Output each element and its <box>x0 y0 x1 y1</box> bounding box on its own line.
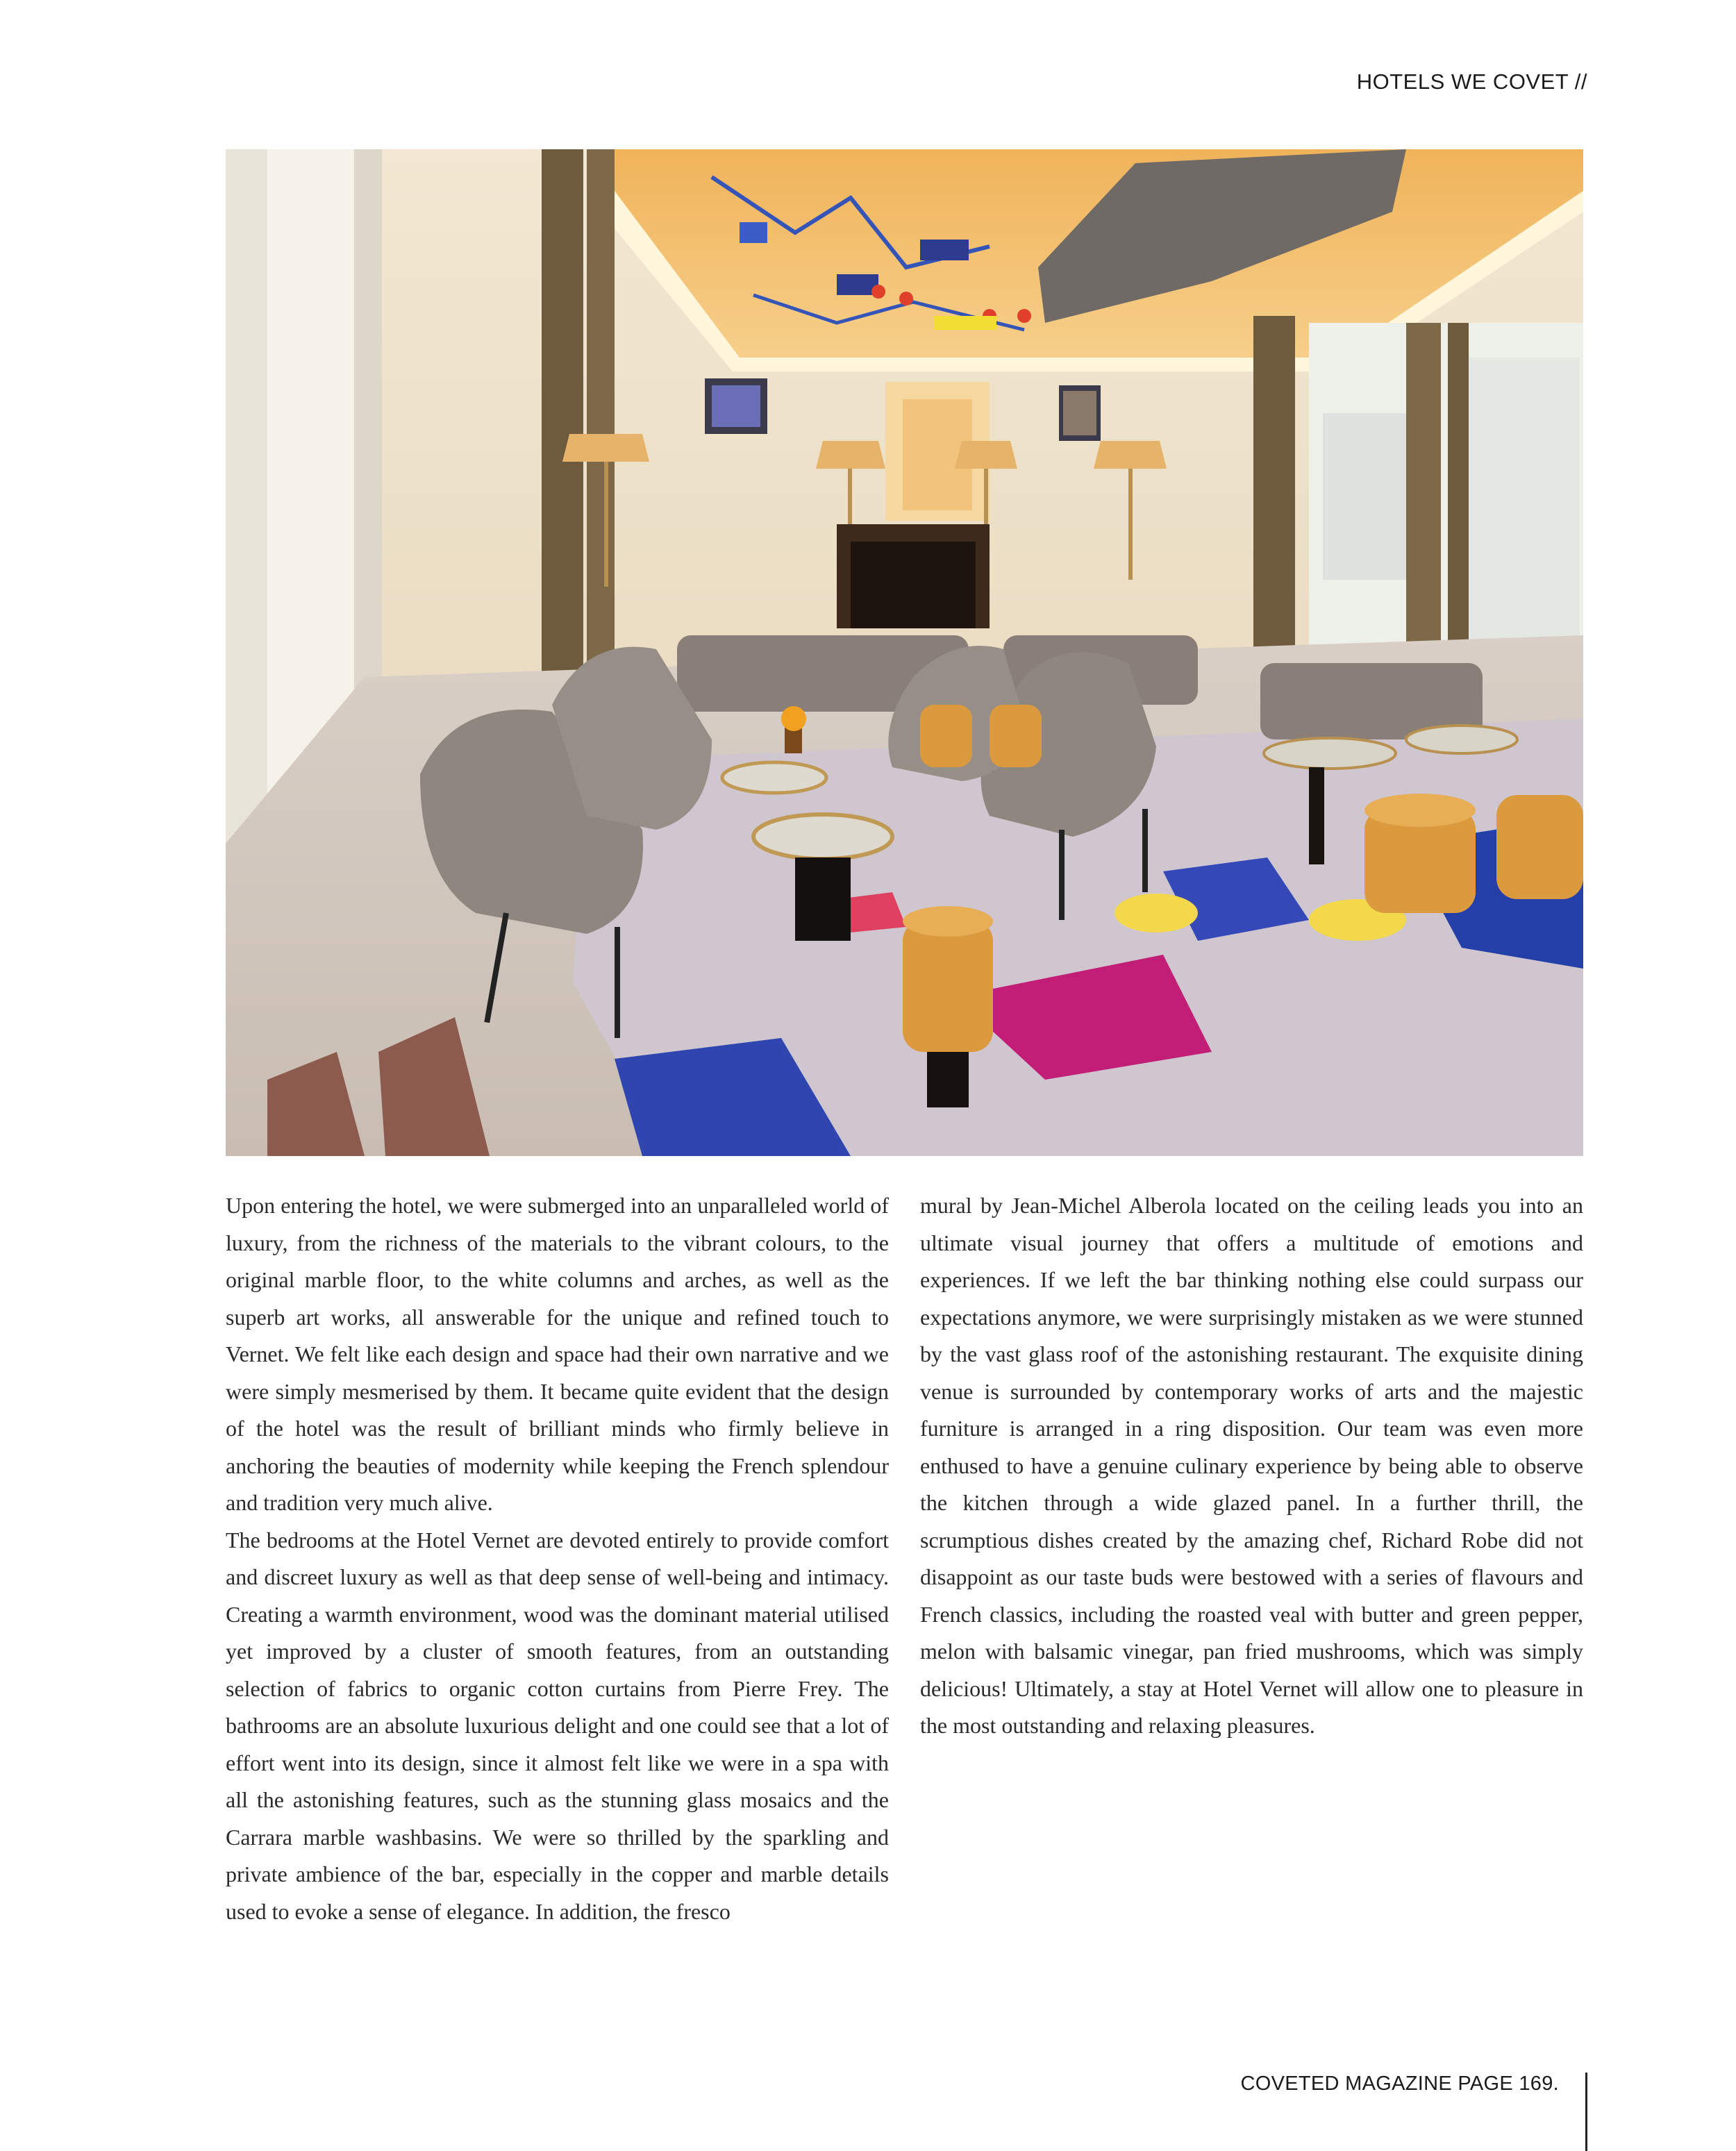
article-paragraph: The bedrooms at the Hotel Vernet are devoted entirely to provide comfort and discreet luxury as well as that deep sense of well-being and intimacy. Creating a warmth environment, wood was the dominant material utilised yet improved by a cluster of smooth features, from an outstanding selection of fabrics to organic cotton curtains from Pierre Frey. The bathrooms are an absolute luxurious delight and one could see that a lot of effort went into its design, since it almost felt like we were in a spa with all the astonishing features, such as the stunning glass mosaics and the Carrara marble washbasins. We were so thrilled by the sparkling and private ambience of the bar, especially in the copper and marble details used to evoke a sense of elegance. In addition, the fresco <box>226 1527 889 1924</box>
article-column-left <box>226 1187 889 1930</box>
hotel-bar-lounge-photo <box>226 149 1583 1156</box>
footer-divider <box>1585 2073 1587 2151</box>
lounge-illustration <box>226 149 1583 1156</box>
section-label: HOTELS WE COVET // <box>1356 69 1587 94</box>
page-footer-label: COVETED MAGAZINE PAGE 169. <box>1240 2073 1559 2095</box>
article-paragraph: mural by Jean-Michel Alberola located on the ceiling leads you into an ultimate visual journey that offers a multitude of emotions and experiences. If we left the bar thinking nothing else could surpass our expectations anymore, we were surprisingly mistaken as we were stunned by the vast glass roof of the astonishing restaurant. The exquisite dining venue is surrounded by contemporary works of arts and the majestic furniture is arranged in a ring disposition. Our team was even more enthused to have a genuine culinary experience by being able to observe the kitchen through a wide glazed panel. In a further thrill, the scrumptious dishes created by the amazing chef, Richard Robe did not disappoint as our taste buds were bestowed with a series of flavours and French classics, including the roasted veal with butter and green pepper, melon with balsamic vinegar, pan fried mushrooms, which was simply delicious! Ultimately, a stay at Hotel Vernet will allow one to pleasure in the most outstanding and relaxing pleasures. <box>920 1193 1583 1738</box>
article-paragraph: Upon entering the hotel, we were submerged into an unparalleled world of luxury, from the richness of the materials to the vibrant colours, to the original marble floor, to the white columns and arches, as well as the superb art works, all answerable for the unique and refined touch to Vernet. We felt like each design and space had their own narrative and we were simply mesmerised by them. It became quite evident that the design of the hotel was the result of brilliant minds who firmly believe in anchoring the beauties of modernity while keeping the French splendour and tradition very much alive. <box>226 1193 889 1515</box>
article-column-right <box>920 1187 1583 1745</box>
